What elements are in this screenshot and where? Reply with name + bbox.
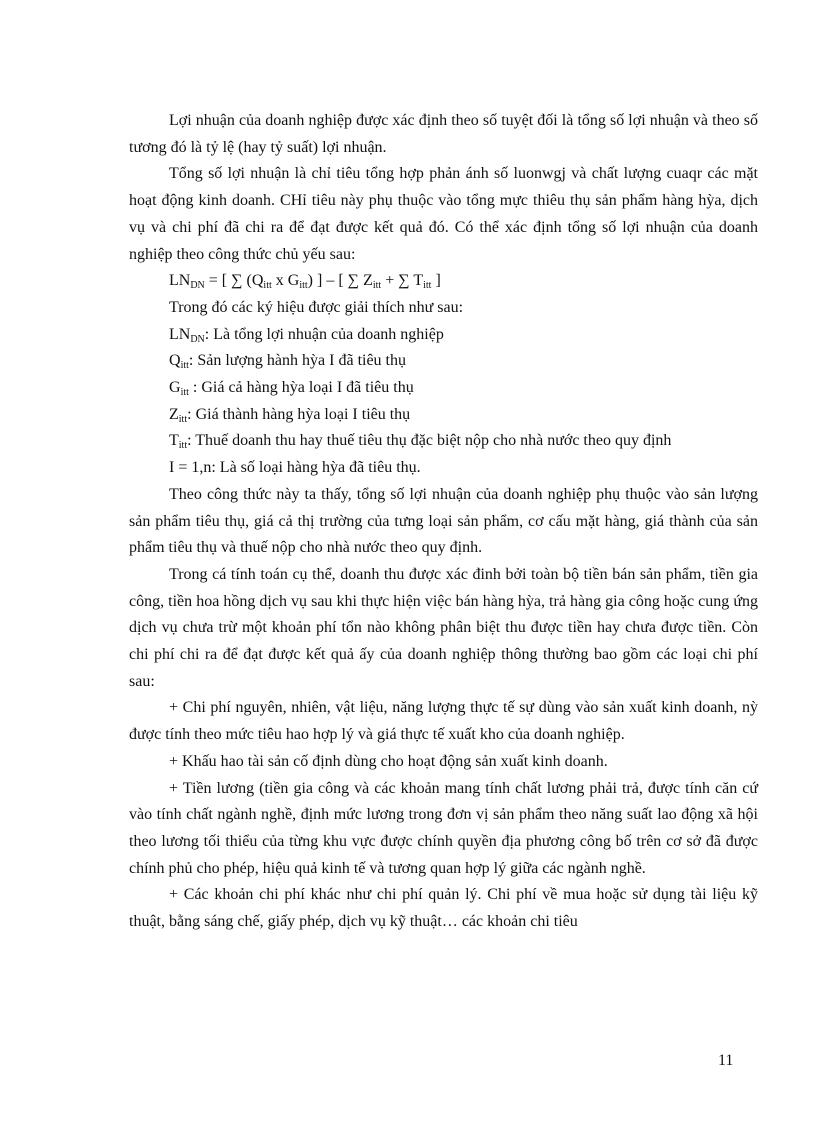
legend-item-z: $Z_{itt}$: Giá thành hàng hỳa loại I tiêu thụ — [169, 405, 411, 425]
cost-item-wages: + Tiền lương (tiền gia công và các khoản mang tính chất lương phải trả, được tính căn cứ vào tính chất ngành nghề, định mức lương trong đơn vị sản phẩm theo năng suất lao động xã hội theo lương tối thiểu của từng khu vực được chính quyền địa phương công bố trên cơ sở đã được chính phủ cho phép, hiệu quả kinh tế và tương quan hợp lý giữa các ngành nghề. — [129, 779, 758, 877]
paragraph-revenue-costs: Trong cá tính toán cụ thể, doanh thu được xác đinh bởi toàn bộ tiền bán sản phẩm, tiền gia công, tiền hoa hồng dịch vụ sau khi thực hiện việc bán hàng hỳa, trả hàng gia công hoặc cung ứng dịch vụ chưa trừ một khoản phí tổn nào không phân biệt thu được tiền hay chưa được tiền. Còn chi phí chi ra để đạt được kết quả ấy của doanh nghiệp thông thường bao gồm các loại chi phí sau: — [129, 565, 758, 690]
cost-item-materials: + Chi phí nguyên, nhiên, vật liệu, năng lượng thực tế sự dùng vào sản xuất kinh doanh, nỳ được tính theo mức tiêu hao hợp lý và giá thực tế xuất kho của doanh nghiệp. — [129, 699, 758, 744]
paragraph-profit-definition: Lợi nhuận của doanh nghiệp được xác định theo số tuyệt đối là tổng số lợi nhuận và theo số tương đó là tỷ lệ (hay tỷ suất) lợi nhuận. — [129, 112, 758, 156]
legend-item-t: $T_{itt}$: Thuế doanh thu hay thuế tiêu thụ đặc biệt nộp cho nhà nước theo quy định — [169, 432, 672, 452]
paragraph-total-profit: Tổng số lợi nhuận là chỉ tiêu tổng hợp phản ánh số luonwgj và chất lượng cuaqr các mặt hoạt động kinh doanh. CHỉ tiêu này phụ thuộc vào tổng mực thiêu thụ sản phẩm hàng hỳa, dịch vụ và chi phí đã chi ra để đạt được kết quả đó. Có thể xác định tổng số lợi nhuận của doanh nghiệp theo công thức chủ yếu sau: — [129, 165, 758, 263]
paragraph-formula-explanation: Theo công thức này ta thấy, tổng số lợi nhuận của doanh nghiệp phụ thuộc vào sản lượng sản phẩm tiêu thụ, giá cả thị trường của tưng loại sản phẩm, cơ cấu mặt hàng, giá thành của sản phẩm tiêu thụ và thuế nộp cho nhà nước theo quy định. — [129, 485, 758, 557]
document-body — [129, 108, 758, 936]
legend-item-i: I = 1,n: Là số loại hàng hỳa đã tiêu thụ. — [169, 459, 421, 477]
legend-intro: Trong đó các ký hiệu được giải thích như sau: — [169, 298, 464, 316]
legend-item-q: $Q_{itt}$: Sản lượng hành hỳa I đã tiêu thụ — [169, 352, 406, 372]
legend-item-ln: $LN_{DN}$: Là tổng lợi nhuận của doanh nghiệp — [169, 325, 444, 345]
legend-item-g: $G_{itt}$ : Giá cả hàng hỳa loại I đã tiêu thụ — [169, 379, 414, 399]
cost-item-depreciation: + Khấu hao tài sản cố định dùng cho hoạt động sản xuất kinh doanh. — [169, 752, 608, 770]
page-number: 11 — [718, 1052, 734, 1069]
profit-formula: $LN_{DN}$ = [ ∑ ($Q_{itt}$ x $G_{itt}$) ] – [ ∑ $Z_{itt}$ + ∑ $T_{itt}$ ] — [169, 272, 441, 292]
cost-item-other: + Các khoản chi phí khác như chi phí quản lý. Chi phí về mua hoặc sử dụng tài liệu kỹ thuật, bằng sáng chế, giấy phép, dịch vụ kỹ thuật… các khoản chi tiêu — [129, 886, 758, 931]
